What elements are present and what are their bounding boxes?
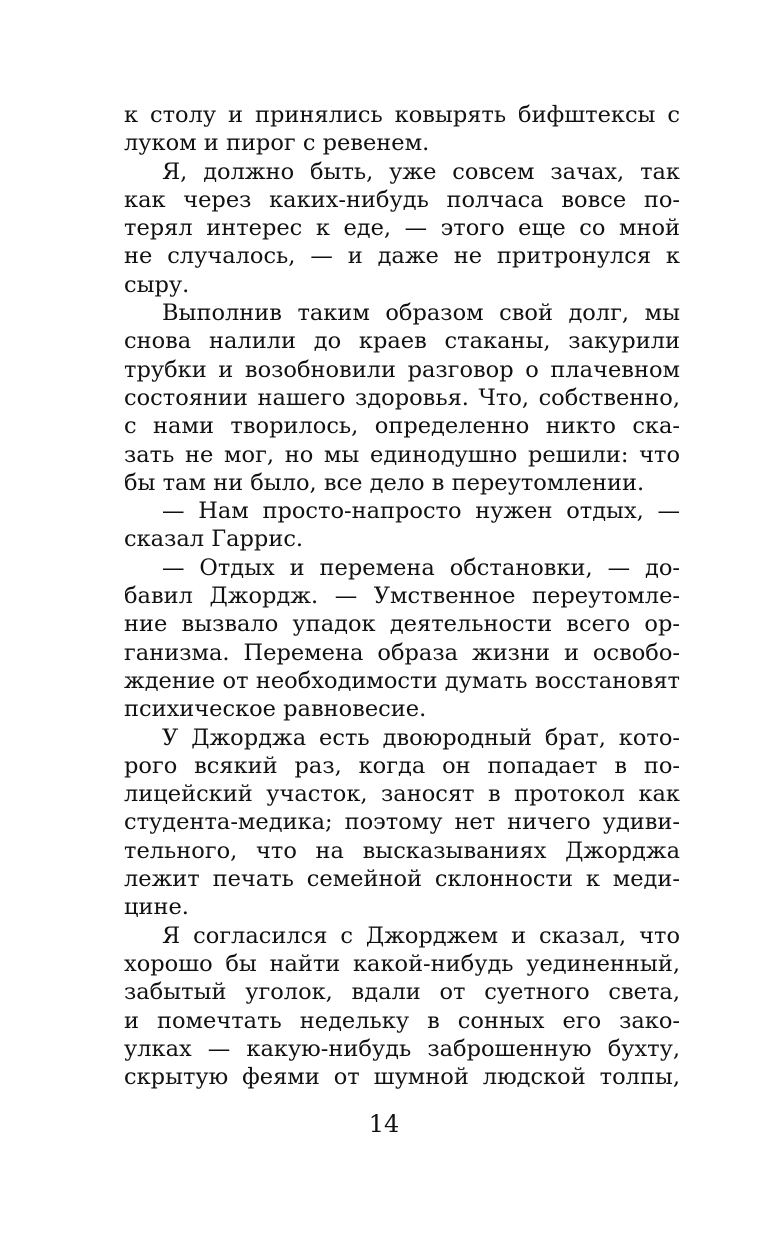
paragraph-6	[124, 724, 680, 922]
text-line: лежит печать семейной склонности к меди-	[124, 866, 680, 893]
paragraph-5	[124, 554, 680, 724]
text-line: к столу и принялись ковырять бифштексы с	[124, 102, 680, 128]
text-line: с нами творилось, определенно никто ска-	[124, 413, 680, 440]
text-line: забытый уголок, вдали от суетного света,	[124, 979, 680, 1006]
text-line: ганизма. Перемена образа жизни и освобо-	[124, 639, 680, 666]
text-line: ние вызвало упадок деятельности всего ор-	[124, 611, 680, 638]
text-line: Выполнив таким образом свой долг, мы	[162, 300, 680, 327]
text-line: скрытую феями от шумной людской толпы,	[124, 1064, 680, 1091]
text-line: Я, должно быть, уже совсем зачах, так	[162, 158, 680, 185]
text-line: не случалось, — и даже не притронулся к	[124, 243, 680, 270]
paragraph-3	[124, 299, 680, 497]
paragraph-7	[124, 922, 680, 1092]
text-line: и помечтать недельку в сонных его зако-	[124, 1007, 680, 1034]
text-line: терял интерес к еде, — этого еще со мной	[124, 215, 680, 242]
paragraph-2	[124, 158, 680, 299]
paragraph-1	[124, 101, 680, 158]
text-line: состоянии нашего здоровья. Что, собственно,	[124, 384, 680, 411]
text-line: цине.	[124, 894, 189, 921]
text-line: психическое равновесие.	[124, 696, 427, 723]
text-line: студента-медика; поэтому нет ничего удиви-	[124, 809, 680, 836]
text-line: сыру.	[124, 271, 190, 298]
text-line: зать не мог, но мы единодушно решили: что	[124, 441, 680, 468]
text-line: луком и пирог с ревенем.	[124, 130, 430, 157]
text-line: У Джорджа есть двоюродный брат, кото-	[162, 724, 680, 751]
text-line: улках — какую-нибудь заброшенную бухту,	[124, 1035, 680, 1062]
text-line: как через каких-нибудь полчаса вовсе по-	[124, 186, 680, 213]
text-line: бавил Джордж. — Умственное переутомле-	[124, 583, 680, 610]
text-line: рого всякий раз, когда он попадает в по-	[124, 752, 680, 779]
text-line: тельного, что на высказываниях Джорджа	[124, 837, 680, 864]
text-line: Я согласился с Джорджем и сказал, что	[162, 922, 680, 949]
text-line: сказал Гаррис.	[124, 526, 304, 553]
text-line: трубки и возобновили разговор о плачевном	[124, 356, 680, 383]
paragraph-4	[124, 497, 680, 554]
text-line: лицейский участок, заносят в протокол как	[124, 781, 680, 808]
text-line: ждение от необходимости думать восстановят	[124, 667, 680, 694]
page-text	[124, 101, 680, 1091]
page-number: 14	[368, 1110, 400, 1138]
text-line: — Отдых и перемена обстановки, — до-	[162, 554, 680, 581]
text-line: снова налили до краев стаканы, закурили	[124, 328, 680, 355]
text-line: — Нам просто-напросто нужен отдых, —	[162, 498, 680, 525]
text-line: хорошо бы найти какой-нибудь уединенный,	[124, 950, 680, 977]
text-line: бы там ни было, все дело в переутомлении.	[124, 469, 645, 496]
